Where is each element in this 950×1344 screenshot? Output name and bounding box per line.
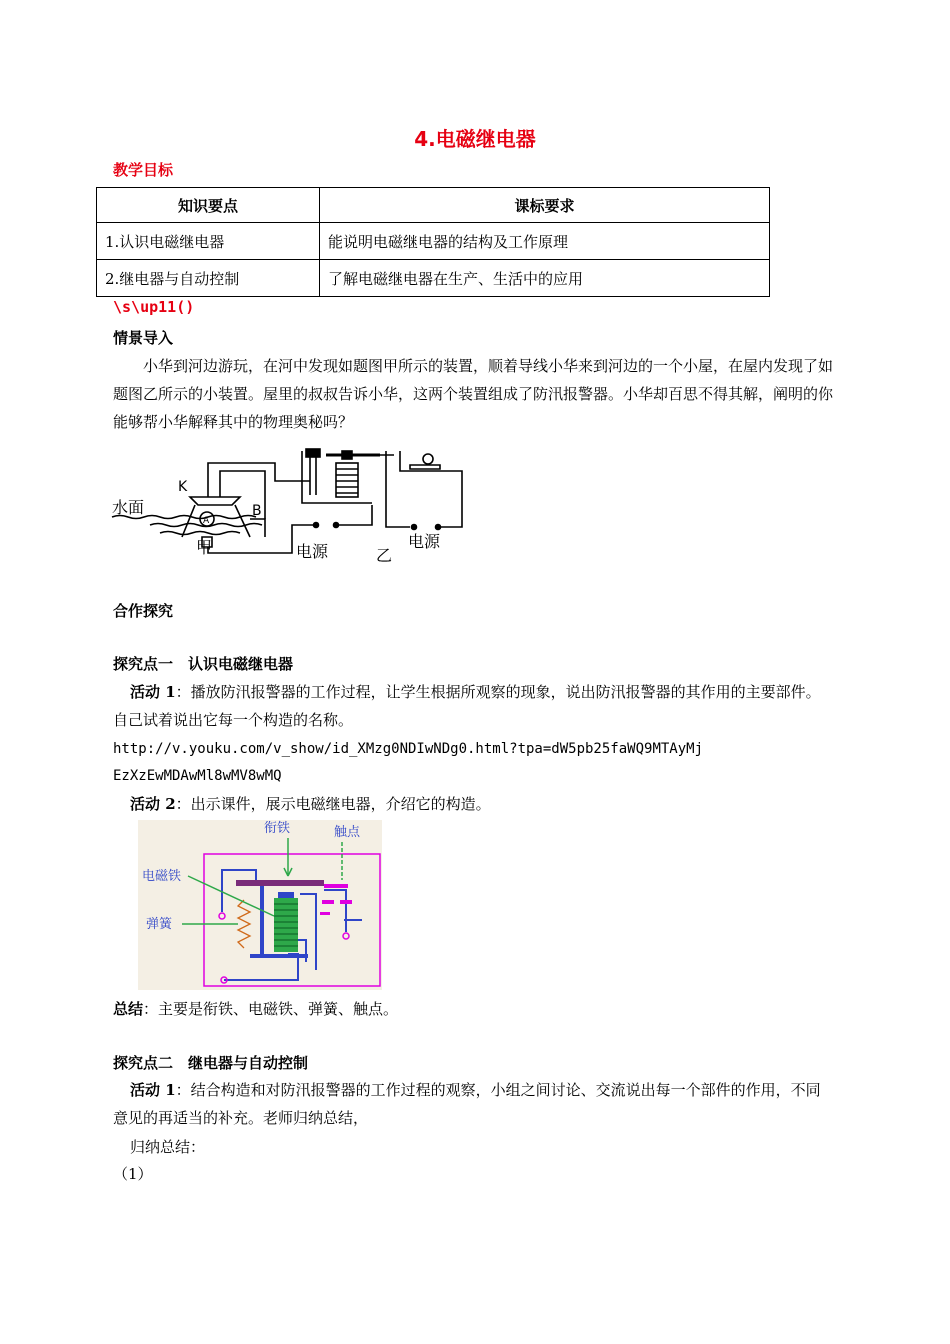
relay-frame xyxy=(302,451,372,503)
activity-label: 活动 1 xyxy=(130,683,176,701)
relay-core-top xyxy=(342,451,352,459)
point2-activity1 xyxy=(113,1076,835,1132)
bell-base xyxy=(410,465,440,469)
label-jia: 甲 xyxy=(196,538,213,557)
intro-paragraph: 小华到河边游玩，在河中发现如题图甲所示的装置，顺着导线小华来到河边的一个小屋，在屋内发现了如题图乙所示的小装置。屋里的叔叔告诉小华，这两个装置组成了防汛报警器。小华却百思不得其解，阐明的你能够帮小华解释其中的物理奥秘吗？ xyxy=(113,357,834,431)
wire xyxy=(400,465,462,527)
activity-label: 活动 1 xyxy=(130,1081,176,1099)
table-cell: 了解电磁继电器在生产、生活中的应用 xyxy=(320,260,770,297)
label-yi: 乙 xyxy=(376,546,393,565)
wire xyxy=(250,519,265,537)
list-item-1: （1） xyxy=(113,1165,153,1183)
contact-lower xyxy=(320,912,330,915)
relay-spring xyxy=(310,457,316,495)
terminal xyxy=(436,525,441,530)
activity-text: ：结合构造和对防汛报警器的工作过程的观察，小组之间讨论、交流说出每一个部件的作用，不同意见的再适当的补充。老师归纳总结， xyxy=(113,1081,821,1127)
relay-armature-pivot xyxy=(306,449,320,457)
section-goals-heading: 教学目标 xyxy=(113,161,174,179)
wire xyxy=(336,505,372,525)
table-header-requirement: 课标要求 xyxy=(320,188,770,223)
table-header-row xyxy=(97,188,770,223)
label-a: A xyxy=(203,516,210,526)
label-spring: 弹簧 xyxy=(146,917,173,932)
table-cell: 能说明电磁继电器的结构及工作原理 xyxy=(320,223,770,260)
relay-coil xyxy=(336,463,358,497)
activity-text: ：播放防汛报警器的工作过程，让学生根据所观察的现象，说出防汛报警器的其作用的主要部件。自己试着说出它每一个构造的名称。 xyxy=(113,683,821,729)
terminal xyxy=(314,523,319,528)
point1-heading: 探究点一 认识电磁继电器 xyxy=(113,655,294,673)
bell-dome xyxy=(423,454,433,464)
table-row xyxy=(97,260,770,297)
activity-label: 活动 2 xyxy=(130,795,176,813)
video-url-line2: EzXzEwMDAwMl8wMV8wMQ xyxy=(113,768,282,784)
summary-text: ：主要是衔铁、电磁铁、弹簧、触点。 xyxy=(143,1000,399,1018)
page-title: 4.电磁继电器 xyxy=(414,127,536,151)
electromagnet-core-top xyxy=(278,892,294,898)
label-k: K xyxy=(178,479,188,495)
contact-right xyxy=(340,900,352,904)
point2-heading: 探究点二 继电器与自动控制 xyxy=(113,1054,309,1072)
relay-contacts xyxy=(380,451,400,465)
electromagnet-coil xyxy=(274,898,298,952)
table-row xyxy=(97,223,770,260)
field-code-text: \s\up11() xyxy=(113,298,195,316)
label-power-1: 电源 xyxy=(296,542,329,561)
float-top xyxy=(190,497,240,505)
relay-structure-figure xyxy=(138,820,382,990)
summary-label: 总结 xyxy=(113,1000,144,1018)
point1-activity2 xyxy=(130,790,491,818)
label-armature: 衔铁 xyxy=(264,821,291,836)
goals-table xyxy=(96,187,770,297)
contact-upper xyxy=(324,884,348,888)
coop-heading: 合作探究 xyxy=(113,602,174,620)
table-cell: 1.认识电磁继电器 xyxy=(97,223,320,260)
terminal xyxy=(412,525,417,530)
flood-alarm-figure xyxy=(110,445,480,570)
activity-text: ：出示课件，展示电磁继电器，介绍它的构造。 xyxy=(175,795,491,813)
contact-left xyxy=(322,900,334,904)
water-wave-line xyxy=(160,532,240,535)
label-b: B xyxy=(252,503,262,519)
relay-coil-windings xyxy=(336,469,358,493)
armature-bar xyxy=(236,880,324,886)
label-water-surface: 水面 xyxy=(112,498,145,517)
label-electromagnet: 电磁铁 xyxy=(142,869,182,884)
table-cell: 2.继电器与自动控制 xyxy=(97,260,320,297)
video-url-line1: http://v.youku.com/v_show/id_XMzg0NDIwNDg0.html?tpa=dW5pb25faWQ9MTAyMj xyxy=(113,741,704,757)
intro-heading: 情景导入 xyxy=(113,329,174,347)
induction-summary: 归纳总结： xyxy=(130,1138,206,1156)
point1-activity1 xyxy=(113,678,835,734)
summary-line xyxy=(113,995,398,1023)
label-contact: 触点 xyxy=(334,825,361,840)
wire xyxy=(208,463,310,497)
wire xyxy=(386,465,410,527)
table-header-knowledge: 知识要点 xyxy=(97,188,320,223)
label-power-2: 电源 xyxy=(408,532,441,551)
